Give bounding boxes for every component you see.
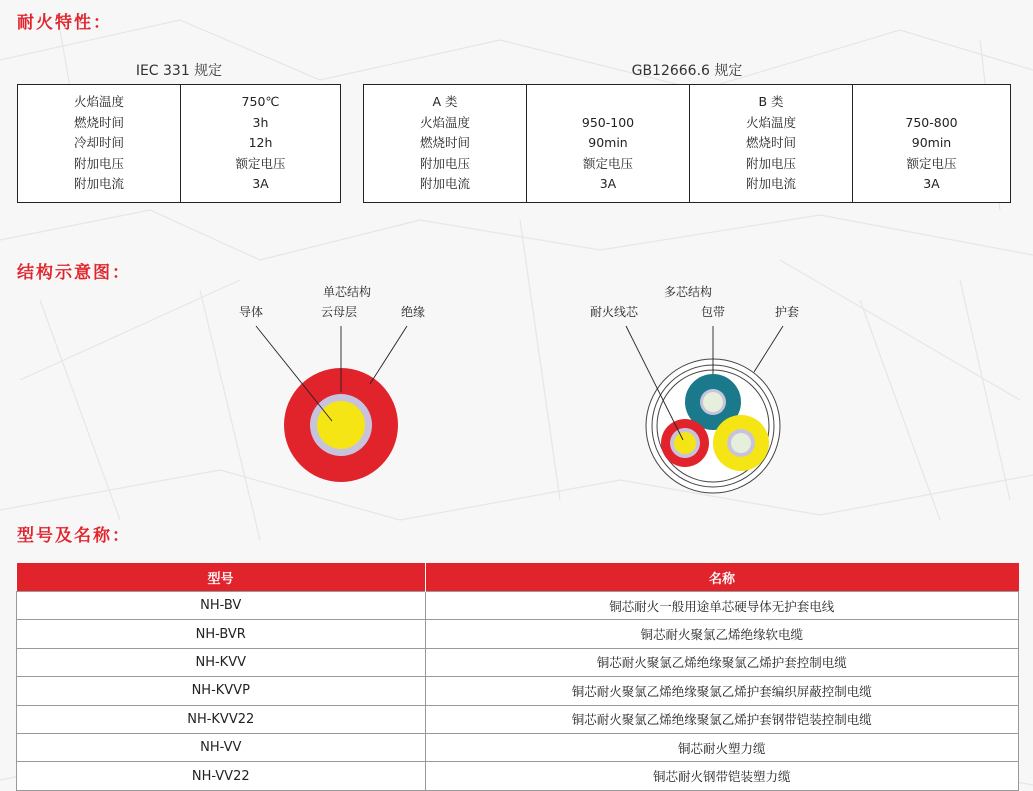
- param-label: 附加电压: [419, 155, 470, 171]
- param-value: 950-100: [581, 114, 635, 130]
- param-value: 额定电压: [235, 155, 286, 171]
- label-insulation: 绝缘: [400, 305, 426, 319]
- gb-standard-label: GB12666.6 规定: [631, 63, 743, 79]
- class-b-title: B 类: [758, 94, 784, 110]
- name-cell: 铜芯耐火聚氯乙烯绝缘聚氯乙烯护套控制电缆: [425, 648, 1019, 676]
- table-header-row: [17, 563, 1019, 592]
- param-value: 3A: [252, 176, 269, 192]
- class-a-title: A 类: [432, 94, 458, 110]
- param-value: 3A: [923, 176, 940, 192]
- iec-values-cell: [181, 85, 341, 203]
- model-cell: NH-VV22: [17, 762, 426, 790]
- label-sheath: 护套: [774, 305, 800, 319]
- param-label: 冷却时间: [73, 135, 124, 151]
- single-core-title: 单芯结构: [322, 285, 372, 299]
- param-label: 火焰温度: [73, 94, 124, 110]
- param-value: 3h: [252, 114, 269, 130]
- section-title-fire-resistance: 耐火特性：: [17, 13, 112, 33]
- param-value: 3A: [599, 176, 617, 192]
- model-cell: NH-VV: [17, 733, 426, 761]
- iec-params-cell: [18, 85, 181, 203]
- gb-class-b-params-cell: [690, 85, 853, 203]
- name-cell: 铜芯耐火聚氯乙烯绝缘聚氯乙烯护套钢带铠装控制电缆: [425, 705, 1019, 733]
- model-name-table: [16, 563, 1019, 791]
- table-row: [17, 648, 1019, 676]
- name-cell: 铜芯耐火钢带铠装塑力缆: [425, 762, 1019, 790]
- iec-standard-label: IEC 331 规定: [135, 63, 223, 79]
- param-label: 火焰温度: [745, 114, 796, 130]
- param-value: 750-800: [905, 114, 958, 130]
- model-cell: NH-KVV22: [17, 705, 426, 733]
- table-row: [17, 705, 1019, 733]
- core-red-conductor: [674, 432, 696, 454]
- multi-core-diagram: [580, 280, 820, 495]
- param-value: 12h: [248, 135, 273, 151]
- gb-class-a-values-cell: [527, 85, 690, 203]
- table-row: [17, 733, 1019, 761]
- label-conductor: 导体: [238, 305, 264, 319]
- table-row: [17, 762, 1019, 790]
- table-row: [17, 592, 1019, 620]
- param-label: 燃烧时间: [73, 114, 124, 130]
- table-row: [17, 620, 1019, 648]
- param-label: 附加电压: [73, 155, 124, 171]
- gb-class-b-values-cell: [853, 85, 1011, 203]
- model-cell: NH-BV: [17, 592, 426, 620]
- conductor-core: [317, 401, 365, 449]
- param-label: 燃烧时间: [745, 135, 796, 151]
- param-value: 额定电压: [582, 155, 633, 171]
- param-label: 附加电流: [419, 176, 470, 192]
- header-name: 名称: [425, 563, 1019, 592]
- table-row: [17, 677, 1019, 705]
- name-cell: 铜芯耐火聚氯乙烯绝缘软电缆: [425, 620, 1019, 648]
- header-model: 型号: [17, 563, 426, 592]
- param-label: 附加电压: [745, 155, 796, 171]
- param-value: 90min: [588, 135, 628, 151]
- model-cell: NH-BVR: [17, 620, 426, 648]
- param-value: 750℃: [241, 94, 280, 110]
- iec-spec-table: [17, 84, 341, 203]
- param-value: 额定电压: [906, 155, 957, 171]
- multi-core-cable: [646, 359, 780, 493]
- model-cell: NH-KVV: [17, 648, 426, 676]
- multi-core-title: 多芯结构: [663, 285, 713, 299]
- name-cell: 铜芯耐火塑力缆: [425, 733, 1019, 761]
- gb-class-a-params-cell: [364, 85, 527, 203]
- model-cell: NH-KVVP: [17, 677, 426, 705]
- single-core-diagram: [220, 280, 440, 490]
- label-fire-core: 耐火线芯: [589, 305, 639, 319]
- param-label: 附加电流: [73, 176, 124, 192]
- name-cell: 铜芯耐火聚氯乙烯绝缘聚氯乙烯护套编织屏蔽控制电缆: [425, 677, 1019, 705]
- name-cell: 铜芯耐火一般用途单芯硬导体无护套电线: [425, 592, 1019, 620]
- label-wrap: 包带: [700, 305, 726, 319]
- param-label: 附加电流: [745, 176, 796, 192]
- gb-spec-table: [363, 84, 1011, 203]
- param-label: 火焰温度: [419, 114, 470, 130]
- spacer: [527, 92, 689, 113]
- param-label: 燃烧时间: [419, 135, 470, 151]
- core-teal-conductor: [703, 392, 723, 412]
- section-title-structure: 结构示意图：: [17, 263, 131, 283]
- param-value: 90min: [911, 135, 952, 151]
- label-mica: 云母层: [320, 305, 358, 319]
- spacer: [853, 92, 1010, 113]
- section-title-models: 型号及名称：: [17, 526, 131, 546]
- core-yellow-conductor: [731, 433, 751, 453]
